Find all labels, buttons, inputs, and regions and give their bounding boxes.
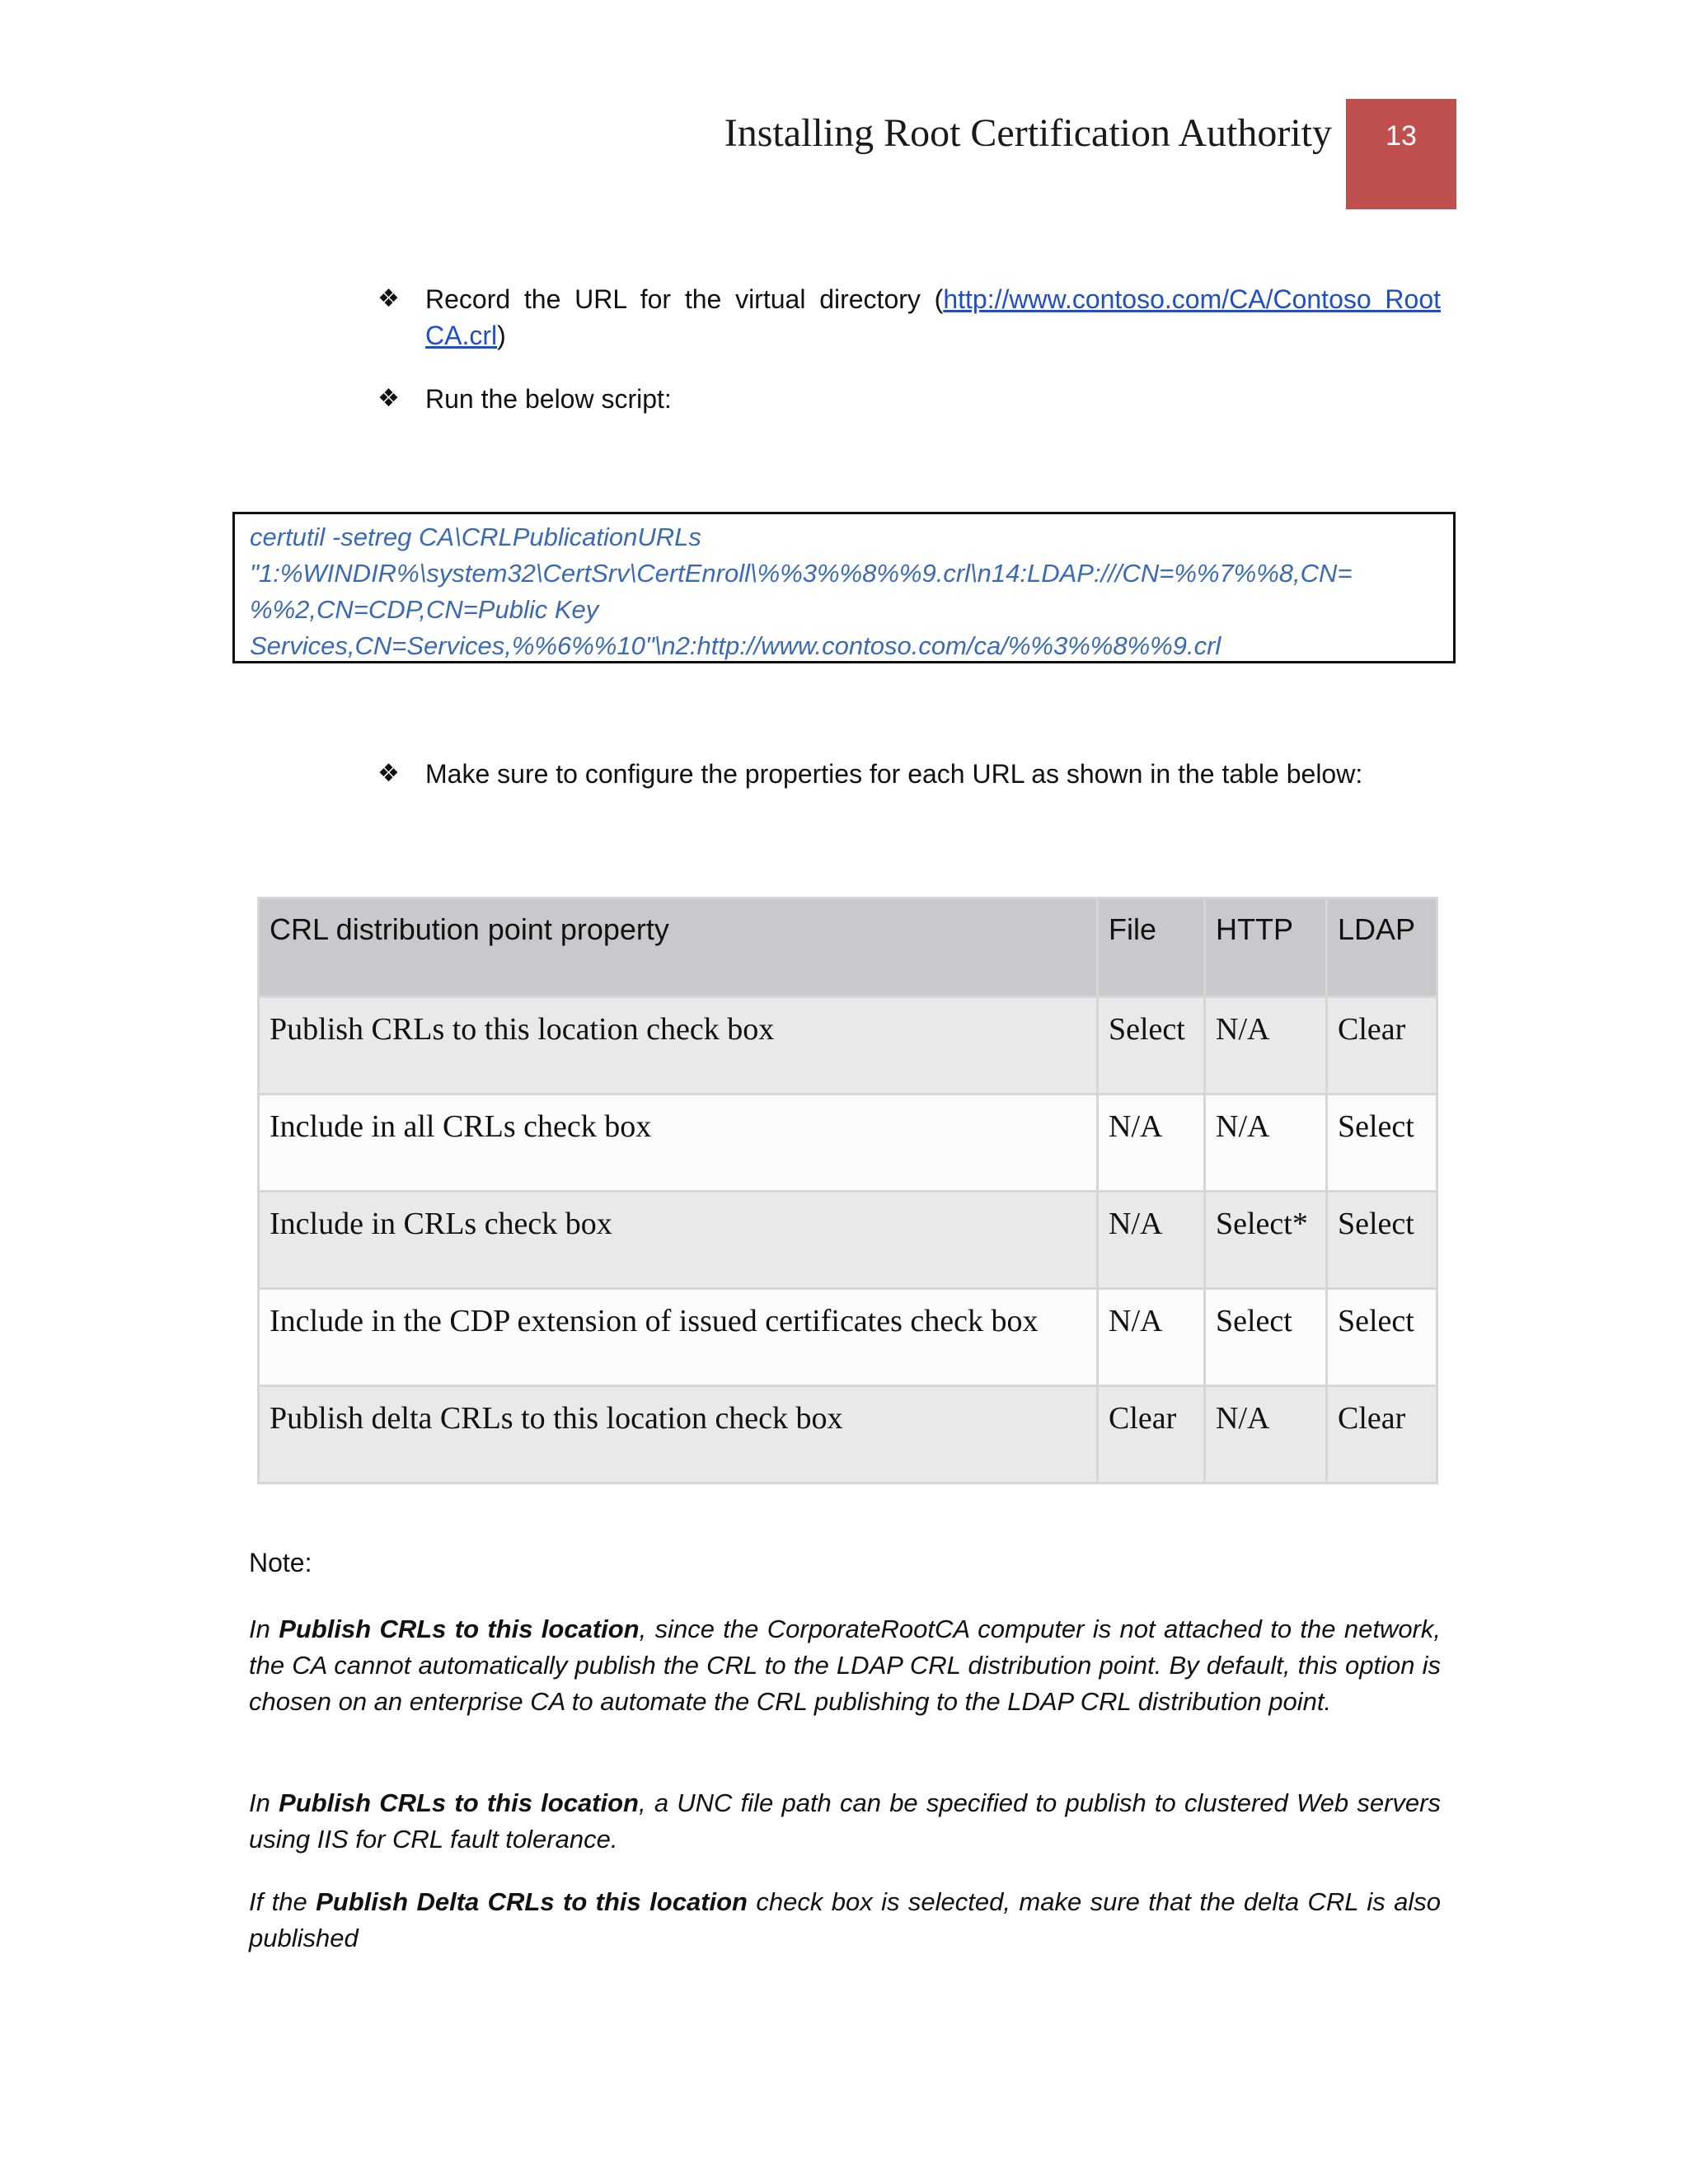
cell-ldap: Clear [1327, 997, 1437, 1094]
page-number: 13 [1386, 120, 1417, 152]
cell-property: Include in all CRLs check box [259, 1094, 1098, 1192]
cell-file: Select [1098, 997, 1205, 1094]
diamond-bullet-icon: ❖ [377, 284, 400, 313]
column-header-file: File [1098, 898, 1205, 997]
note-1-pre: In [249, 1615, 279, 1643]
script-line: %%2,CN=CDP,CN=Public Key [250, 595, 599, 624]
bullet-configure [377, 756, 1441, 792]
column-header-property: CRL distribution point property [259, 898, 1098, 997]
cell-file: N/A [1098, 1094, 1205, 1192]
cell-ldap: Select [1327, 1289, 1437, 1386]
bullet-configure-text: Make sure to configure the properties for each URL as shown in the table below: [425, 759, 1363, 789]
bullet-run-script [377, 381, 1441, 417]
crl-properties-table [257, 897, 1438, 1484]
cell-property: Include in the CDP extension of issued certificates check box [259, 1289, 1098, 1386]
diamond-bullet-icon: ❖ [377, 759, 400, 788]
cell-property: Publish CRLs to this location check box [259, 997, 1098, 1094]
cell-file: N/A [1098, 1289, 1205, 1386]
cell-property: Include in CRLs check box [259, 1192, 1098, 1289]
note-label: Note: [249, 1548, 312, 1577]
cell-file: N/A [1098, 1192, 1205, 1289]
script-line: "1:%WINDIR%\system32\CertSrv\CertEnroll\%%3%%8%%9.crl\n14:LDAP:///CN=%%7%%8,CN= [250, 559, 1353, 588]
column-header-http: HTTP [1205, 898, 1327, 997]
bullet-record-url [377, 281, 1441, 355]
page-header-title: Installing Root Certification Authority [724, 111, 1332, 155]
note-paragraph-1 [249, 1611, 1441, 1720]
note-1-post: , since the CorporateRootCA computer is not attached to the network, the CA cannot automatically publish the CRL to the LDAP CRL distribution point. By default, this option is chosen on an enterprise CA to automate the CRL publishing to the LDAP CRL distribution point. [249, 1615, 1441, 1716]
bullet-record-url-suffix: ) [497, 321, 506, 350]
cell-http: N/A [1205, 997, 1327, 1094]
bullet-run-script-text: Run the below script: [425, 384, 672, 414]
cell-http: N/A [1205, 1386, 1327, 1483]
cell-ldap: Clear [1327, 1386, 1437, 1483]
diamond-bullet-icon: ❖ [377, 384, 400, 413]
cell-ldap: Select [1327, 1192, 1437, 1289]
table-row [259, 1192, 1437, 1289]
script-line: certutil -setreg CA\CRLPublicationURLs [250, 523, 701, 551]
note-3-bold: Publish Delta CRLs to this location [316, 1887, 748, 1916]
cell-http: Select [1205, 1289, 1327, 1386]
cell-http: N/A [1205, 1094, 1327, 1192]
crl-url-link[interactable]: http://www.contoso.com/CA/Contoso Root CA.crl [425, 284, 1442, 350]
note-2-post: , a UNC file path can be specified to publish to clustered Web servers using IIS for CRL fault tolerance. [249, 1788, 1441, 1854]
page-number-badge [1346, 99, 1456, 209]
cell-file: Clear [1098, 1386, 1205, 1483]
script-code-box [232, 512, 1456, 663]
note-paragraph-2 [249, 1785, 1441, 1858]
note-2-pre: In [249, 1788, 279, 1817]
table-row [259, 997, 1437, 1094]
table-row [259, 1094, 1437, 1192]
note-paragraph-3 [249, 1884, 1441, 1957]
note-2-bold: Publish CRLs to this location [279, 1788, 639, 1817]
column-header-ldap: LDAP [1327, 898, 1437, 997]
cell-property: Publish delta CRLs to this location check box [259, 1386, 1098, 1483]
note-3-post: check box is selected, make sure that the delta CRL is also published [249, 1887, 1441, 1952]
bullet-record-url-prefix: Record the URL for the virtual directory ( [425, 284, 944, 314]
note-1-bold: Publish CRLs to this location [279, 1615, 640, 1643]
script-line: Services,CN=Services,%%6%%10"\n2:http://www.contoso.com/ca/%%3%%8%%9.crl [250, 631, 1221, 660]
table-header-row [259, 898, 1437, 997]
table-row [259, 1386, 1437, 1483]
table-row [259, 1289, 1437, 1386]
cell-ldap: Select [1327, 1094, 1437, 1192]
cell-http: Select* [1205, 1192, 1327, 1289]
bullet-record-url-text [425, 281, 1441, 354]
note-3-pre: If the [249, 1887, 316, 1916]
